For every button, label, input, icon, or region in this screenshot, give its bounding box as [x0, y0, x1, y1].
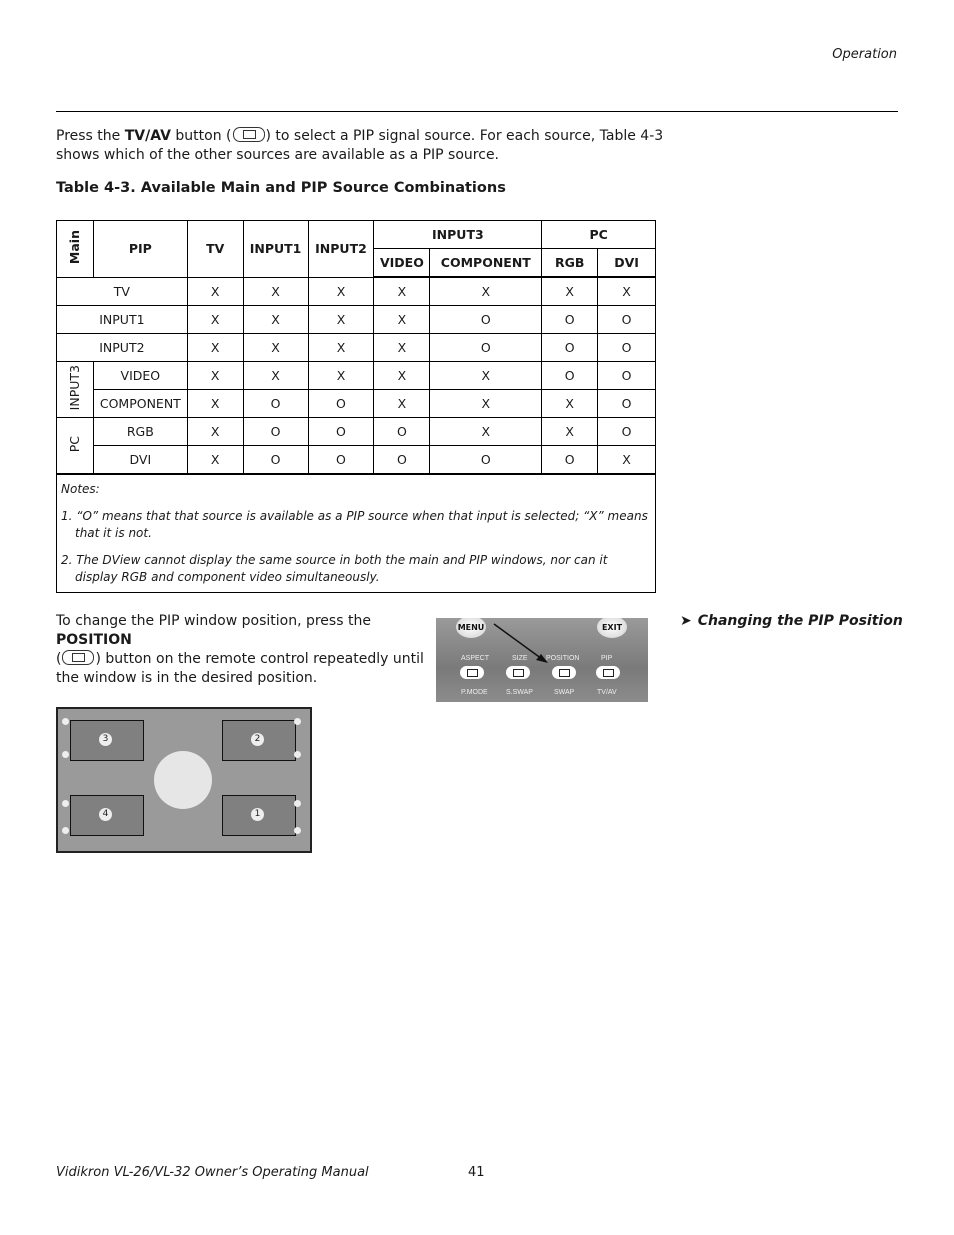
table-cell: X — [430, 418, 542, 446]
table-cell: X — [374, 334, 430, 362]
table-cell: X — [430, 390, 542, 418]
table-cell: O — [430, 306, 542, 334]
corner-dot — [294, 827, 301, 834]
table-cell: X — [187, 390, 243, 418]
table-cell: X — [598, 277, 656, 306]
pip-position-diagram — [56, 707, 312, 853]
position-text-3: ) button on the remote control repeatedly until the window is in the desired position. — [56, 651, 424, 686]
position-bold: POSITION — [56, 632, 132, 648]
table-cell: O — [243, 446, 308, 475]
row-label: RGB — [93, 418, 187, 446]
position-text-2: ( — [56, 651, 62, 667]
intro-paragraph — [56, 127, 666, 165]
corner-dot — [62, 827, 69, 834]
rgb-header: RGB — [542, 249, 598, 278]
table-row — [57, 277, 656, 306]
position-number-4: 4 — [99, 808, 112, 821]
intro-text-3: ) to select a PIP signal source. For each source, Table 4-3 shows which of the other sources are available as a PIP source. — [56, 128, 664, 163]
table-cell: X — [598, 446, 656, 475]
table-row — [57, 446, 656, 475]
table-cell: O — [308, 446, 374, 475]
input3-header: INPUT3 — [374, 221, 542, 249]
table-cell: O — [374, 418, 430, 446]
table-cell: O — [598, 306, 656, 334]
row-label: TV — [57, 277, 188, 306]
table-cell: X — [308, 277, 374, 306]
footer-manual-title: Vidikron VL-26/VL-32 Owner’s Operating Manual — [56, 1165, 369, 1180]
input2-header: INPUT2 — [308, 221, 374, 278]
table-cell: X — [430, 362, 542, 390]
table-row — [57, 390, 656, 418]
header-rule — [56, 111, 898, 112]
position-text-1: To change the PIP window position, press the — [56, 613, 371, 629]
pip-window-3 — [70, 720, 144, 761]
table-title: Table 4-3. Available Main and PIP Source Combinations — [56, 180, 506, 196]
pc-header: PC — [542, 221, 656, 249]
corner-dot — [294, 718, 301, 725]
position-number-1: 1 — [251, 808, 264, 821]
table-cell: O — [598, 390, 656, 418]
corner-dot — [62, 800, 69, 807]
table-cell: X — [542, 277, 598, 306]
note-1: 1. “O” means that that source is available as a PIP source when that input is selected; “X” means that it is not. — [61, 509, 648, 540]
corner-dot — [294, 751, 301, 758]
table-cell: X — [187, 334, 243, 362]
intro-text-2: button ( — [170, 128, 232, 144]
intro-tvav-bold: TV/AV — [124, 128, 171, 144]
table-cell: O — [598, 418, 656, 446]
position-number-2: 2 — [251, 733, 264, 746]
table-cell: X — [308, 362, 374, 390]
row-label: DVI — [93, 446, 187, 475]
caption-text: Changing the PIP Position — [697, 613, 903, 629]
row-label: COMPONENT — [93, 390, 187, 418]
remote-control-image — [436, 618, 648, 702]
table-row — [57, 306, 656, 334]
table-cell: X — [187, 418, 243, 446]
table-cell: O — [243, 390, 308, 418]
corner-dot — [62, 718, 69, 725]
table-cell: X — [374, 306, 430, 334]
table-cell: X — [187, 306, 243, 334]
table-cell: O — [542, 334, 598, 362]
exit-button: EXIT — [597, 618, 627, 638]
row-label: VIDEO — [93, 362, 187, 390]
position-paragraph — [56, 612, 426, 688]
table-cell: O — [374, 446, 430, 475]
main-header: Main — [57, 221, 94, 278]
table-row — [57, 418, 656, 446]
table-cell: O — [243, 418, 308, 446]
tvav-label: TV/AV — [597, 689, 617, 696]
table-cell: O — [308, 390, 374, 418]
table-cell: X — [187, 277, 243, 306]
table-row — [57, 362, 656, 390]
pointer-arrow — [436, 618, 648, 702]
pip-window-2 — [222, 720, 296, 761]
corner-dot — [62, 751, 69, 758]
menu-button: MENU — [456, 618, 486, 638]
table-cell: X — [187, 362, 243, 390]
row-label: INPUT1 — [57, 306, 188, 334]
pmode-label: P.MODE — [461, 689, 488, 696]
center-circle — [154, 751, 212, 809]
tvav-button-icon — [233, 127, 265, 142]
note-2: 2. The DView cannot display the same source in both the main and PIP windows, nor can it display RGB and component video simultaneously. — [61, 553, 608, 584]
caption-arrow-icon: ➤ — [680, 613, 692, 629]
table-cell: X — [187, 446, 243, 475]
position-label: POSITION — [546, 655, 580, 662]
size-label: SIZE — [512, 655, 528, 662]
table-cell: X — [374, 390, 430, 418]
sswap-label: S.SWAP — [506, 689, 533, 696]
table-cell: X — [542, 418, 598, 446]
pip-window-4 — [70, 795, 144, 836]
source-combination-table — [56, 220, 656, 593]
table-cell: O — [598, 362, 656, 390]
tv-header: TV — [187, 221, 243, 278]
pip-label: PIP — [601, 655, 613, 662]
table-cell: O — [598, 334, 656, 362]
table-cell: X — [243, 362, 308, 390]
table-cell: X — [374, 277, 430, 306]
aspect-label: ASPECT — [461, 655, 490, 662]
table-cell: X — [243, 334, 308, 362]
corner-dot — [294, 800, 301, 807]
table-cell: O — [542, 362, 598, 390]
table-cell: O — [430, 334, 542, 362]
table-cell: X — [430, 277, 542, 306]
swap-label: SWAP — [554, 689, 575, 696]
figure-caption — [680, 613, 903, 629]
row-group-label: PC — [57, 418, 94, 475]
table-cell: O — [542, 306, 598, 334]
dvi-header: DVI — [598, 249, 656, 278]
table-cell: X — [308, 334, 374, 362]
table-cell: X — [542, 390, 598, 418]
video-header: VIDEO — [374, 249, 430, 278]
component-header: COMPONENT — [430, 249, 542, 278]
row-group-label: INPUT3 — [57, 362, 94, 418]
row-label: INPUT2 — [57, 334, 188, 362]
notes-heading: Notes: — [61, 482, 100, 496]
input1-header: INPUT1 — [243, 221, 308, 278]
table-cell: X — [243, 306, 308, 334]
running-header: Operation — [832, 47, 897, 62]
table-cell: X — [374, 362, 430, 390]
table-notes — [57, 474, 656, 593]
table-cell: X — [308, 306, 374, 334]
table-cell: O — [308, 418, 374, 446]
table-cell: X — [243, 277, 308, 306]
pip-window-1 — [222, 795, 296, 836]
table-cell: O — [542, 446, 598, 475]
footer-page-number: 41 — [468, 1165, 485, 1180]
intro-text-1: Press the — [56, 128, 125, 144]
pip-header: PIP — [93, 221, 187, 278]
table-row — [57, 334, 656, 362]
position-number-3: 3 — [99, 733, 112, 746]
table-cell: O — [430, 446, 542, 475]
position-button-icon — [62, 650, 94, 665]
